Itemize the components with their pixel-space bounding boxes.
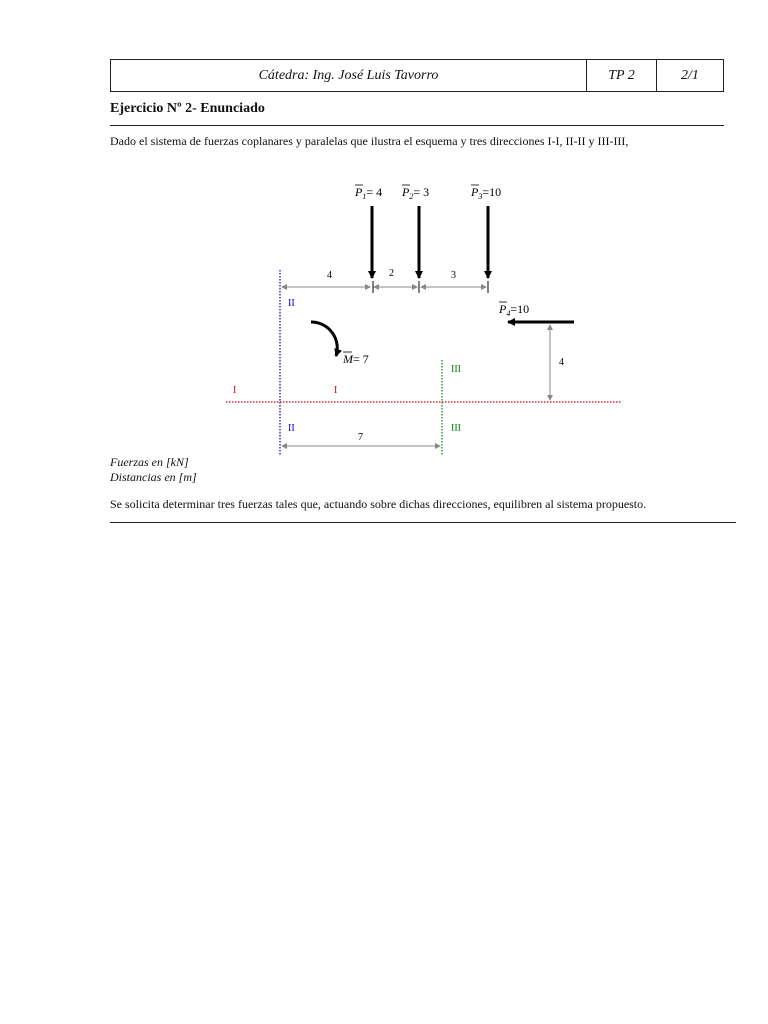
direction-i-label-left: I [233, 385, 237, 396]
p1-label: $P_1= 4$ [355, 185, 383, 201]
dim-label-vertical: 4 [559, 357, 564, 368]
header-catedra: Cátedra: Ing. José Luis Tavorro [111, 60, 587, 91]
moment-arc [311, 322, 337, 356]
dim-label-4: 4 [327, 270, 332, 281]
p4-label: $P_4=10$ [499, 302, 530, 318]
direction-iii-label-bottom: III [451, 423, 461, 434]
request-text: Se solicita determinar tres fuerzas tales que, actuando sobre dichas direcciones, equilibren al sistema propuesto. [110, 497, 647, 511]
title-divider [110, 125, 724, 126]
direction-ii-label-top: II [288, 298, 295, 309]
dim-label-2: 2 [389, 268, 394, 279]
intro-text: Dado el sistema de fuerzas coplanares y paralelas que ilustra el esquema y tres direcciones I-I, II-II y III-III, [110, 134, 629, 148]
header-page-number: 2/1 [681, 67, 699, 83]
exercise-title: Ejercicio Nº 2- Enunciado [110, 101, 265, 116]
p2-label: $P_2= 3$ [402, 185, 430, 201]
dim-label-3: 3 [451, 270, 456, 281]
units-note [110, 455, 197, 485]
header-tp: TP 2 [587, 60, 657, 91]
header-table [110, 59, 724, 92]
dim-label-7: 7 [358, 432, 363, 443]
direction-iii-label-top: III [451, 364, 461, 375]
p3-label: $P_3=10$ [471, 185, 502, 201]
force-diagram [0, 150, 768, 470]
bottom-divider [110, 522, 736, 523]
direction-ii-label-bottom: II [288, 423, 295, 434]
moment-label: M= 7 [343, 352, 369, 366]
direction-i-label-right: I [334, 385, 338, 396]
units-distances: Distancias en [m] [110, 470, 197, 484]
units-forces: Fuerzas en [kN] [110, 455, 189, 469]
